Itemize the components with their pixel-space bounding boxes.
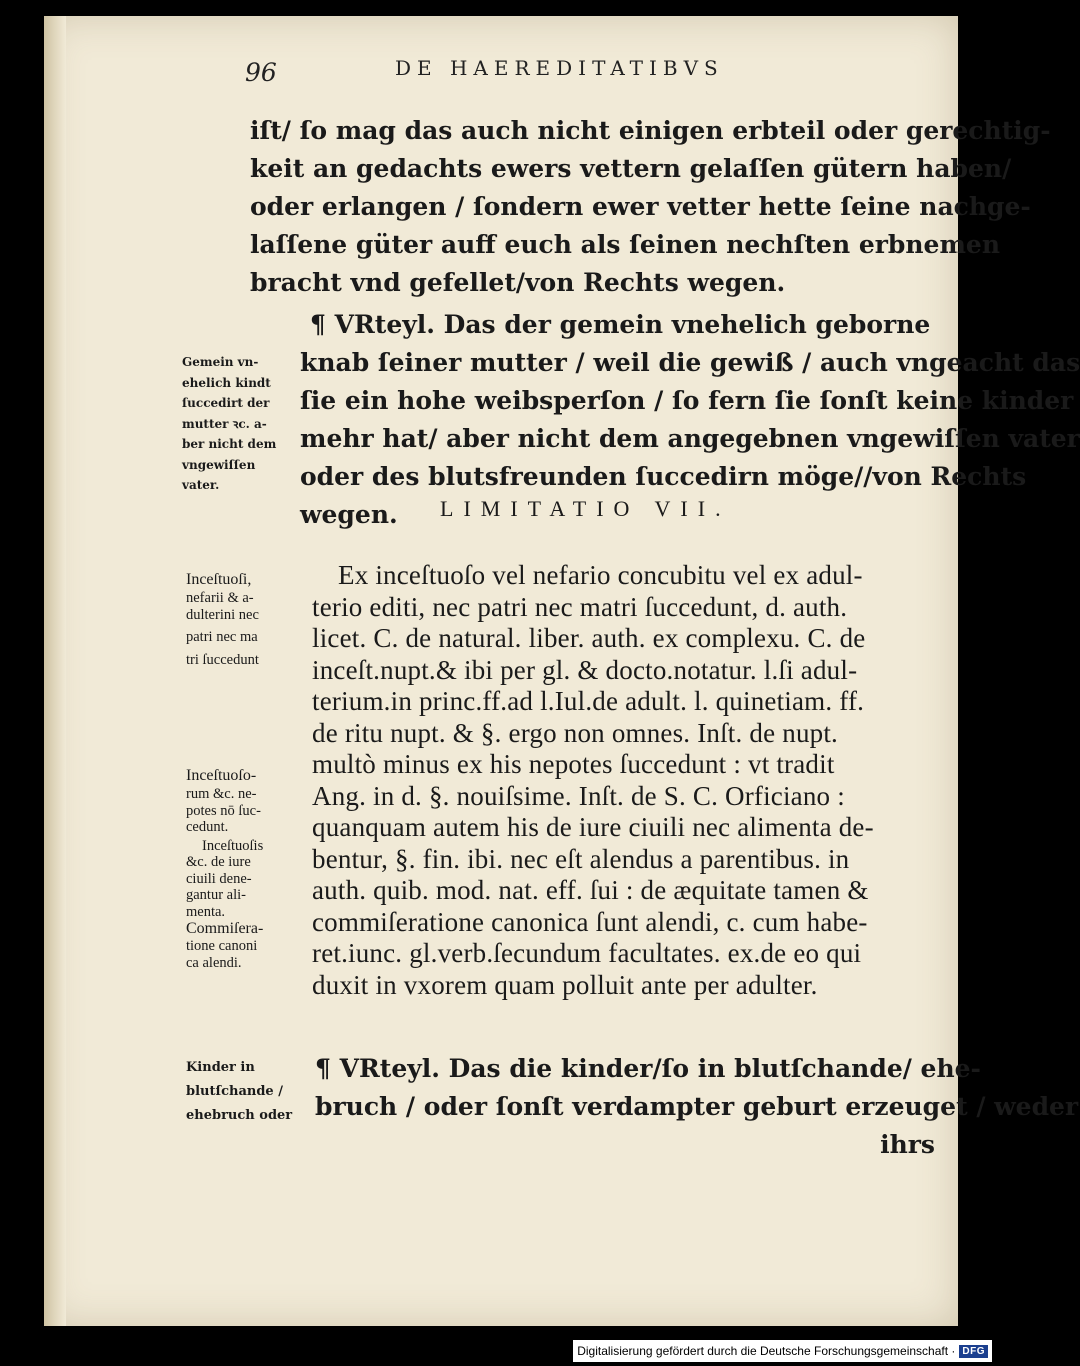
- margin-line: potes nō ſuc-: [186, 802, 261, 819]
- text-line: licet. C. de natural. liber. auth. ex complexu. C. de: [312, 623, 866, 653]
- margin-line: Gemein vn-: [182, 355, 259, 369]
- text-line: keit an gedachts ewers vettern gelaſſen gütern haben/: [250, 154, 1012, 183]
- text-line: terium.in princ.ff.ad l.Iul.de adult. l. quinetiam. ff.: [312, 686, 865, 716]
- text-line: wegen.: [300, 500, 398, 529]
- margin-spacer: [186, 668, 306, 766]
- running-title: DE HAEREDITATIBVS: [395, 56, 724, 80]
- text-line: quanquam autem his de iure ciuili nec alimenta de-: [312, 812, 874, 842]
- urteil-paragraph-1-first: [310, 306, 931, 344]
- margin-line: vater.: [182, 478, 220, 492]
- section-heading: LIMITATIO VII.: [440, 496, 731, 521]
- text-line: commiſeratione canonica ſunt alendi, c. cum habe-: [312, 906, 868, 937]
- top-paragraph: [250, 112, 1051, 302]
- text-line: ¶ VRteyl. Das die kinder/ſo in blutſchande/ ehe-: [315, 1054, 981, 1083]
- margin-line: cedunt.: [186, 819, 229, 835]
- marginal-note-2: [186, 1056, 306, 1128]
- footer-text: Digitalisierung gefördert durch die Deutsche Forschungsgemeinschaft ·: [577, 1344, 956, 1358]
- margin-line: Kinder in: [186, 1060, 255, 1075]
- text-line: de ritu nupt. & §. ergo non omnes. Inſt. de nupt.: [312, 717, 838, 748]
- text-line: bracht vnd gefellet/von Rechts wegen.: [250, 268, 786, 297]
- margin-line: gantur ali-: [186, 887, 246, 903]
- margin-line: ehelich kindt: [182, 375, 271, 390]
- text-line: laſſene güter auff euch als ſeinen nechſten erbnemen: [250, 230, 1000, 259]
- text-line: oder des blutsfreunden ſuccedirn möge//von Rechts: [300, 462, 1027, 491]
- margin-line: rum &c. ne-: [186, 786, 257, 802]
- text-line: bentur, §. fin. ibi. nec eſt alendus a parentibus. in: [312, 843, 850, 874]
- margin-line: nefarii & a-: [186, 590, 254, 606]
- margin-line: tione canoni: [186, 938, 258, 954]
- text-line: duxit in vxorem quam polluit ante per adulter.: [312, 969, 818, 1000]
- margin-line: ciuili dene-: [186, 870, 252, 887]
- text-line: Ang. in d. §. nouiſsime. Inſt. de S. C. Orficiano :: [312, 780, 845, 811]
- text-line: bruch / oder ſonſt verdampter geburt erzeuget / weder: [315, 1092, 1079, 1121]
- margin-line: Inceſtuoſis: [202, 837, 264, 854]
- text-line: terio editi, nec patri nec matri ſuccedunt, d. auth.: [312, 591, 848, 622]
- dfg-logo: DFG: [959, 1345, 988, 1358]
- margin-line: &c. de iure: [186, 854, 251, 870]
- margin-line: tri ſuccedunt: [186, 651, 259, 668]
- latin-paragraph: [312, 560, 922, 1001]
- margin-line: mutter ꝛc. a-: [182, 416, 267, 431]
- catchword: ihrs: [880, 1130, 935, 1159]
- margin-line: ehebruch oder: [186, 1108, 293, 1123]
- text-line: ret.iunc. gl.verb.ſecundum facultates. ex.de eo qui: [312, 938, 862, 968]
- margin-line: blutſchande /: [186, 1084, 283, 1099]
- text-line: mehr hat/ aber nicht dem angegebnen vngewiſſen vater: [300, 424, 1080, 453]
- page-gutter-shadow: [44, 16, 66, 1326]
- page-header: [245, 52, 895, 92]
- margin-line: vngewiſſen: [182, 457, 256, 472]
- text-line: ¶ VRteyl. Das der gemein vnehelich geborne: [310, 310, 931, 339]
- margin-line: patri nec ma: [186, 629, 258, 645]
- dfg-footer: [573, 1340, 992, 1362]
- margin-line: dulterini nec: [186, 606, 259, 623]
- marginal-notes-latin: [186, 570, 306, 971]
- text-line: knab ſeiner mutter / weil die gewiß / auch vngeacht das: [300, 348, 1080, 377]
- text-line: multò minus ex his nepotes ſuccedunt : vt tradit: [312, 749, 835, 779]
- text-line: iſt/ ſo mag das auch nicht einigen erbteil oder gerechtig-: [250, 116, 1051, 145]
- margin-line: Inceſtuoſo-: [186, 767, 257, 784]
- margin-line: menta.: [186, 903, 226, 920]
- margin-line: Commiſera-: [186, 920, 264, 937]
- margin-line: Inceſtuoſi,: [186, 571, 252, 588]
- text-line: ſie ein hohe weibsperſon / ſo fern ſie ſonſt keine kinder: [300, 386, 1074, 415]
- margin-line: ca alendi.: [186, 954, 242, 971]
- margin-line: ber nicht dem: [182, 437, 277, 451]
- marginal-note-1: [182, 352, 297, 496]
- text-line: oder erlangen / ſondern ewer vetter hette ſeine nachge-: [250, 192, 1031, 221]
- text-line: Ex inceſtuoſo vel nefario concubitu vel ex adul-: [338, 560, 863, 590]
- text-line: auth. quib. mod. nat. eff. ſui : de æquitate tamen &: [312, 875, 869, 905]
- text-line: inceſt.nupt.& ibi per gl. & docto.notatur. l.ſi adul-: [312, 654, 858, 685]
- urteil-paragraph-2: [315, 1050, 1079, 1164]
- margin-line: ſuccedirt der: [182, 396, 270, 410]
- page-number: 96: [245, 58, 277, 87]
